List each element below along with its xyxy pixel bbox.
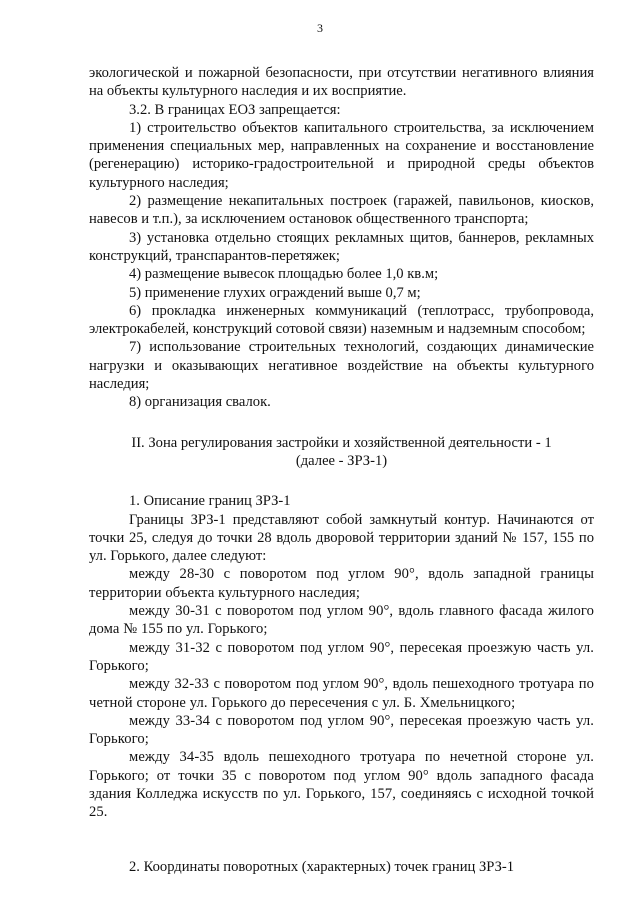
boundary-item: между 32-33 с поворотом под углом 90°, вдоль пешеходного тротуара по четной стороне ул. Горького до пересечения с ул. Б. Хмельницкого; bbox=[89, 676, 594, 711]
paragraph-item-1: 1) строительство объектов капитального строительства, за исключением применения специальных мер, направленных на сохранение и восстановление (регенерацию) историко-градостроительной и природной среды объектов культурного наследия; bbox=[89, 119, 594, 191]
section-heading-line1: II. Зона регулирования застройки и хозяйственной деятельности - 1 bbox=[131, 434, 552, 451]
spacer bbox=[89, 822, 594, 858]
boundary-item: между 28-30 с поворотом под углом 90°, вдоль западной границы территории объекта культурного наследия; bbox=[89, 566, 594, 601]
boundary-item: между 34-35 вдоль пешеходного тротуара по нечетной стороне ул. Горького; от точки 35 с поворотом под углом 90° вдоль западного фасада здания Колледжа искусств по ул. Горького, 157, соединяясь с исходной точкой 25. bbox=[89, 749, 594, 821]
boundary-item: между 33-34 с поворотом под углом 90°, пересекая проезжую часть ул. Горького; bbox=[89, 712, 594, 748]
spacer bbox=[89, 470, 594, 492]
page-number: 3 bbox=[317, 21, 323, 35]
boundary-title: 1. Описание границ ЗРЗ-1 bbox=[129, 493, 291, 510]
boundary-item: между 31-32 с поворотом под углом 90°, пересекая проезжую часть ул. Горького; bbox=[89, 639, 594, 674]
paragraph-item-7: 7) использование строительных технологий, создающих динамические нагрузки и оказывающих негативное воздействие на объекты культурного наследия; bbox=[89, 339, 594, 393]
paragraph-item-3: 3) установка отдельно стоящих рекламных щитов, баннеров, рекламных конструкций, транспарантов-перетяжек; bbox=[89, 229, 594, 264]
paragraph-item-8: 8) организация свалок. bbox=[129, 394, 271, 411]
coordinates-title: 2. Координаты поворотных (характерных) точек границ ЗРЗ-1 bbox=[129, 858, 515, 875]
paragraph-3-2: 3.2. В границах ЕОЗ запрещается: bbox=[129, 101, 341, 118]
boundary-item: между 30-31 с поворотом под углом 90°, вдоль главного фасада жилого дома № 155 по ул. Горького; bbox=[89, 603, 594, 638]
document-body bbox=[89, 64, 594, 876]
paragraph-item-2: 2) размещение некапитальных построек (гаражей, павильонов, киосков, навесов и т.п.), за исключением остановок общественного транспорта; bbox=[89, 193, 594, 228]
paragraph-item-6: 6) прокладка инженерных коммуникаций (теплотрасс, трубопровода, электрокабелей, конструкций сотовой связи) наземным и надземным способом; bbox=[89, 302, 594, 338]
paragraph-item-4: 4) размещение вывесок площадью более 1,0 кв.м; bbox=[129, 266, 439, 283]
spacer bbox=[89, 412, 594, 434]
boundary-intro: Границы ЗРЗ-1 представляют собой замкнутый контур. Начинаются от точки 25, следуя до точки 28 вдоль дворовой территории зданий № 157, 155 по ул. Горького, далее следуют: bbox=[89, 511, 594, 565]
section-heading-line2: (далее - ЗРЗ-1) bbox=[295, 452, 388, 469]
paragraph-continuation: экологической и пожарной безопасности, при отсутствии негативного влияния на объекты культурного наследия и их восприятие. bbox=[89, 65, 594, 100]
paragraph-item-5: 5) применение глухих ограждений выше 0,7 м; bbox=[129, 284, 421, 301]
